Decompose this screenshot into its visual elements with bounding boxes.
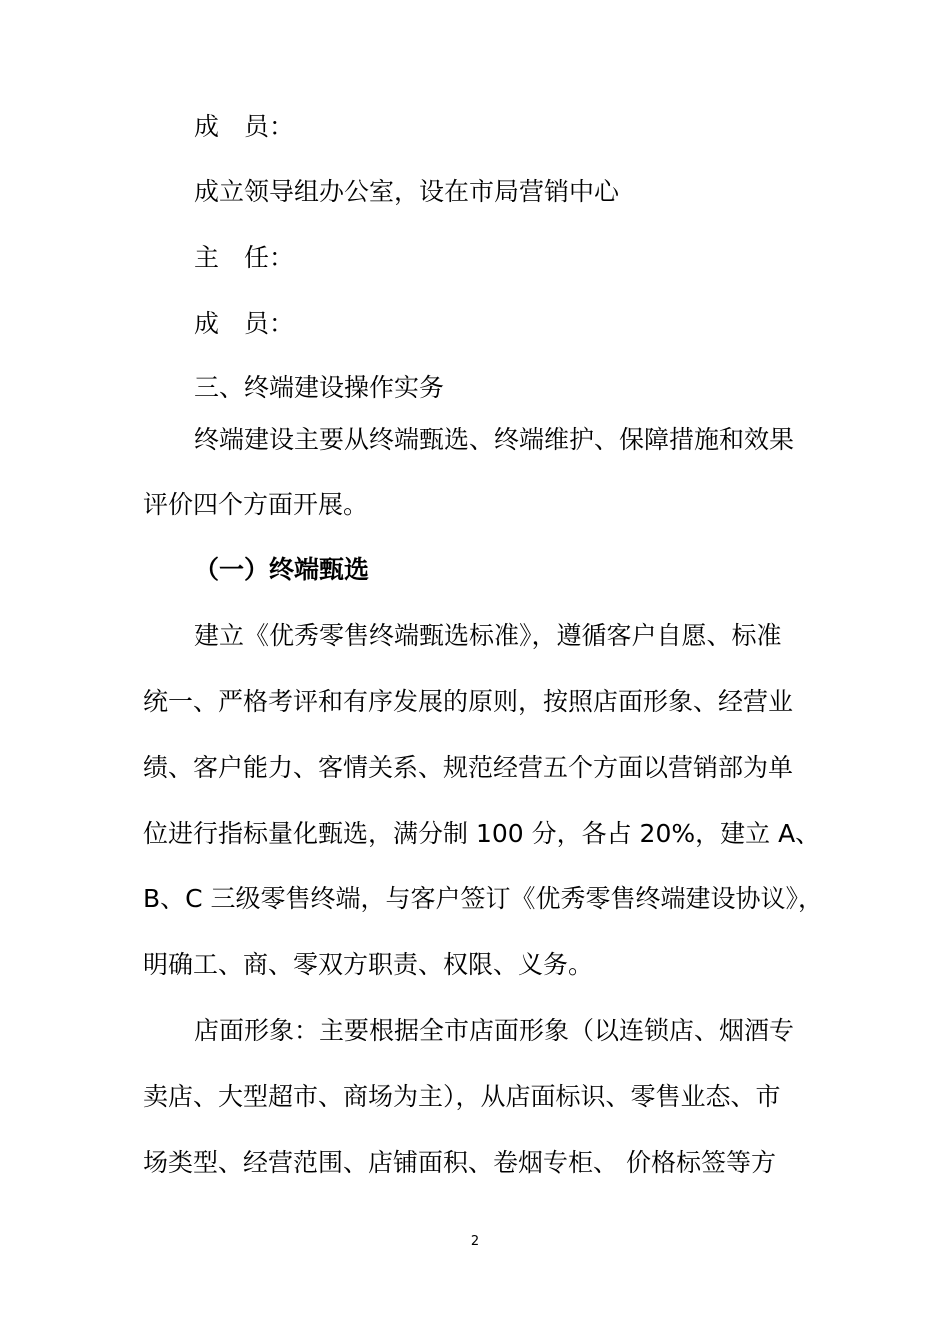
paragraph-line-2: 统一、严格考评和有序发展的原则，按照店面形象、经营业 <box>143 687 794 716</box>
page-number: 2 <box>470 1234 480 1249</box>
section-heading-3: 三、终端建设操作实务 <box>194 373 445 402</box>
member-label-2: 成 员： <box>194 309 295 338</box>
intro-paragraph-line-1: 终端建设主要从终端甄选、终端维护、保障措施和效果 <box>194 425 795 454</box>
office-setup-line: 成立领导组办公室，设在市局营销中心 <box>194 177 620 206</box>
storefront-paragraph-line-2: 卖店、大型超市、商场为主），从店面标识、零售业态、市 <box>143 1082 781 1111</box>
director-label: 主 任： <box>194 243 295 272</box>
paragraph-line-6: 明确工、商、零双方职责、权限、义务。 <box>143 950 594 979</box>
paragraph-line-3: 绩、客户能力、客情关系、规范经营五个方面以营销部为单 <box>143 753 794 782</box>
intro-paragraph-line-2: 评价四个方面开展。 <box>143 490 369 519</box>
paragraph-line-5: B、C 三级零售终端，与客户签订《优秀零售终端建设协议》， <box>143 884 824 913</box>
storefront-paragraph-line-3: 场类型、经营范围、店铺面积、卷烟专柜、 价格标签等方 <box>143 1148 776 1177</box>
member-label-1: 成 员： <box>194 112 295 141</box>
subsection-heading-1: （一）终端甄选 <box>194 555 370 584</box>
paragraph-line-1: 建立《优秀零售终端甄选标准》，遵循客户自愿、标准 <box>194 621 782 650</box>
storefront-paragraph-line-1: 店面形象：主要根据全市店面形象（以连锁店、烟酒专 <box>194 1016 795 1045</box>
paragraph-line-4: 位进行指标量化甄选，满分制 100 分，各占 20%，建立 A、 <box>143 819 821 848</box>
